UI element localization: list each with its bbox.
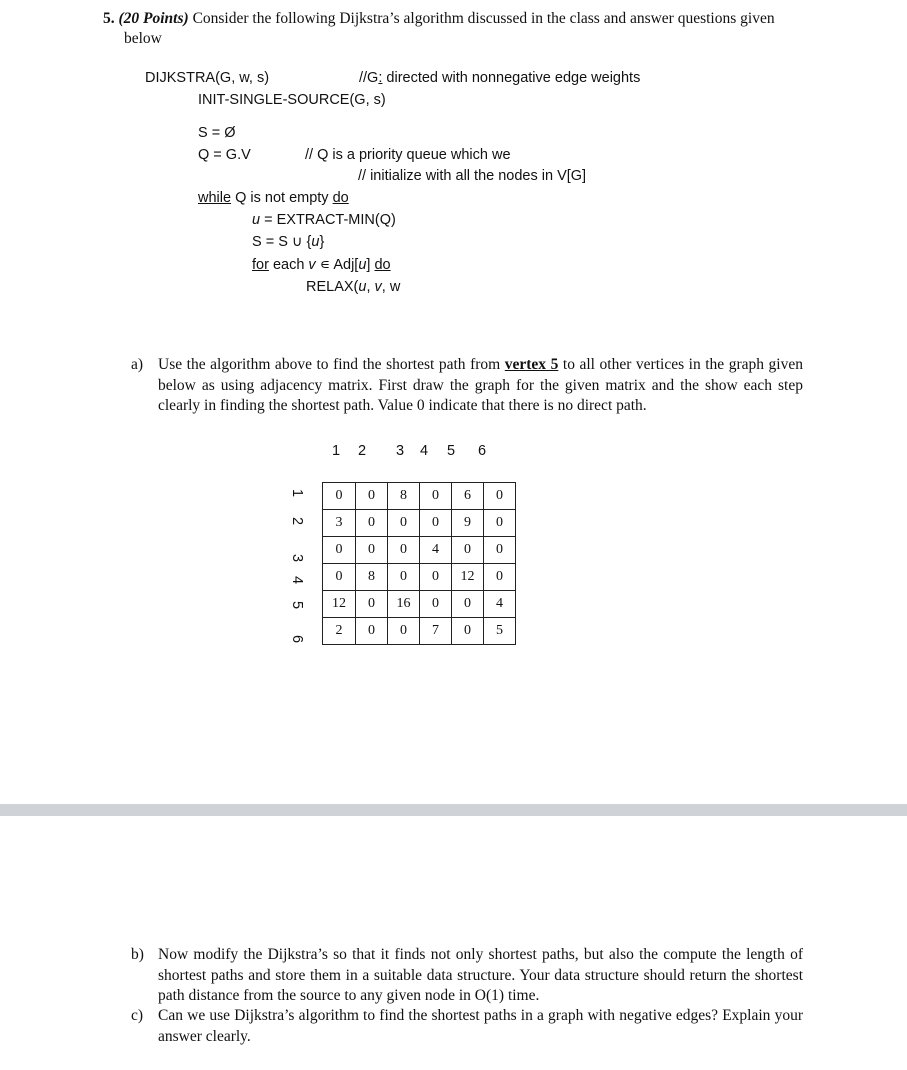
part-c-text: Can we use Dijkstra’s algorithm to find the shortest paths in a graph with negative edges? Explain your answer clearly.	[158, 1007, 803, 1045]
part-b-text: Now modify the Dijkstra’s so that it finds not only shortest paths, but also the compute the length of shortest paths and store them in a suitable data structure. Your data structure should return the shortest path distance from the source to any given node in O(1) time.	[158, 946, 803, 1004]
col-header-5: 5	[447, 443, 456, 459]
part-b	[131, 945, 803, 1007]
code-s-empty: S = Ø	[198, 125, 236, 141]
matrix-cell: 0	[388, 564, 420, 591]
col-header-6: 6	[478, 443, 487, 459]
row-header-1: 1	[289, 488, 305, 498]
matrix-row	[323, 483, 516, 510]
matrix-cell: 0	[356, 591, 388, 618]
source-vertex: vertex 5	[504, 356, 559, 373]
row-header-4: 4	[289, 575, 305, 585]
code-for-each: for each v ∊ Adj[u] do	[252, 257, 391, 273]
code-init: INIT-SINGLE-SOURCE(G, s)	[198, 92, 386, 108]
matrix-cell: 0	[484, 537, 516, 564]
row-header-2: 2	[289, 516, 305, 526]
question-header	[103, 9, 775, 29]
matrix-cell: 0	[452, 537, 484, 564]
code-while: while Q is not empty do	[198, 190, 349, 206]
part-c-label: c)	[131, 1007, 144, 1024]
col-header-3: 3	[396, 443, 405, 459]
code-signature: DIJKSTRA(G, w, s)	[145, 70, 270, 86]
matrix-cell: 0	[356, 483, 388, 510]
matrix-cell: 0	[356, 537, 388, 564]
question-number: 5.	[103, 10, 115, 27]
question-points: (20 Points)	[118, 10, 189, 27]
page-divider	[0, 804, 907, 816]
question-intro: Consider the following Dijkstra’s algorithm discussed in the class and answer questions given	[192, 10, 775, 27]
code-comment-graph: //G: directed with nonnegative edge weights	[359, 70, 641, 86]
code-q-comment-1: // Q is a priority queue which we	[305, 147, 511, 163]
matrix-cell: 0	[420, 510, 452, 537]
question-intro-continued: below	[124, 30, 162, 47]
part-c	[131, 1006, 803, 1048]
matrix-cell: 0	[484, 510, 516, 537]
matrix-cell: 0	[484, 564, 516, 591]
matrix-cell: 6	[452, 483, 484, 510]
matrix-cell: 9	[452, 510, 484, 537]
matrix-cell: 4	[484, 591, 516, 618]
row-header-3: 3	[289, 553, 305, 563]
matrix-cell: 0	[356, 510, 388, 537]
matrix-row	[323, 564, 516, 591]
code-relax: RELAX(u, v, w	[306, 279, 401, 295]
matrix-cell: 0	[452, 591, 484, 618]
matrix-cell: 0	[452, 618, 484, 645]
matrix-cell: 0	[388, 510, 420, 537]
code-extract-min: u = EXTRACT-MIN(Q)	[252, 212, 396, 228]
code-q-comment-2: // initialize with all the nodes in V[G]	[358, 168, 587, 184]
row-header-5: 5	[289, 600, 305, 610]
col-header-2: 2	[358, 443, 367, 459]
part-a	[131, 355, 803, 417]
matrix-row	[323, 537, 516, 564]
matrix-cell: 0	[323, 537, 356, 564]
code-q-assign: Q = G.V	[198, 147, 251, 163]
matrix-row	[323, 591, 516, 618]
part-b-label: b)	[131, 946, 144, 963]
matrix-cell: 0	[484, 483, 516, 510]
matrix-cell: 2	[323, 618, 356, 645]
matrix-cell: 0	[323, 564, 356, 591]
matrix-cell: 12	[452, 564, 484, 591]
matrix-row	[323, 618, 516, 645]
matrix-cell: 0	[420, 564, 452, 591]
code-union: S = S ∪ {u}	[252, 234, 325, 250]
matrix-cell: 4	[420, 537, 452, 564]
matrix-cell: 0	[388, 537, 420, 564]
part-a-label: a)	[131, 356, 144, 373]
matrix-cell: 0	[323, 483, 356, 510]
part-a-text: Use the algorithm above to find the shortest path from vertex 5 to all other vertices in the graph given below as using adjacency matrix. First draw the graph for the given matrix and the show each step clearly in finding the shortest path. Value 0 indicate that there is no direct path.	[158, 356, 803, 414]
col-header-4: 4	[420, 443, 429, 459]
matrix-cell: 8	[356, 564, 388, 591]
matrix-cell: 0	[356, 618, 388, 645]
col-header-1: 1	[332, 443, 341, 459]
adjacency-matrix	[322, 482, 516, 645]
matrix-cell: 3	[323, 510, 356, 537]
matrix-cell: 8	[388, 483, 420, 510]
matrix-row	[323, 510, 516, 537]
matrix-cell: 0	[388, 618, 420, 645]
matrix-cell: 5	[484, 618, 516, 645]
row-header-6: 6	[289, 634, 305, 644]
matrix-cell: 0	[420, 591, 452, 618]
matrix-cell: 16	[388, 591, 420, 618]
matrix-cell: 7	[420, 618, 452, 645]
matrix-cell: 12	[323, 591, 356, 618]
matrix-cell: 0	[420, 483, 452, 510]
